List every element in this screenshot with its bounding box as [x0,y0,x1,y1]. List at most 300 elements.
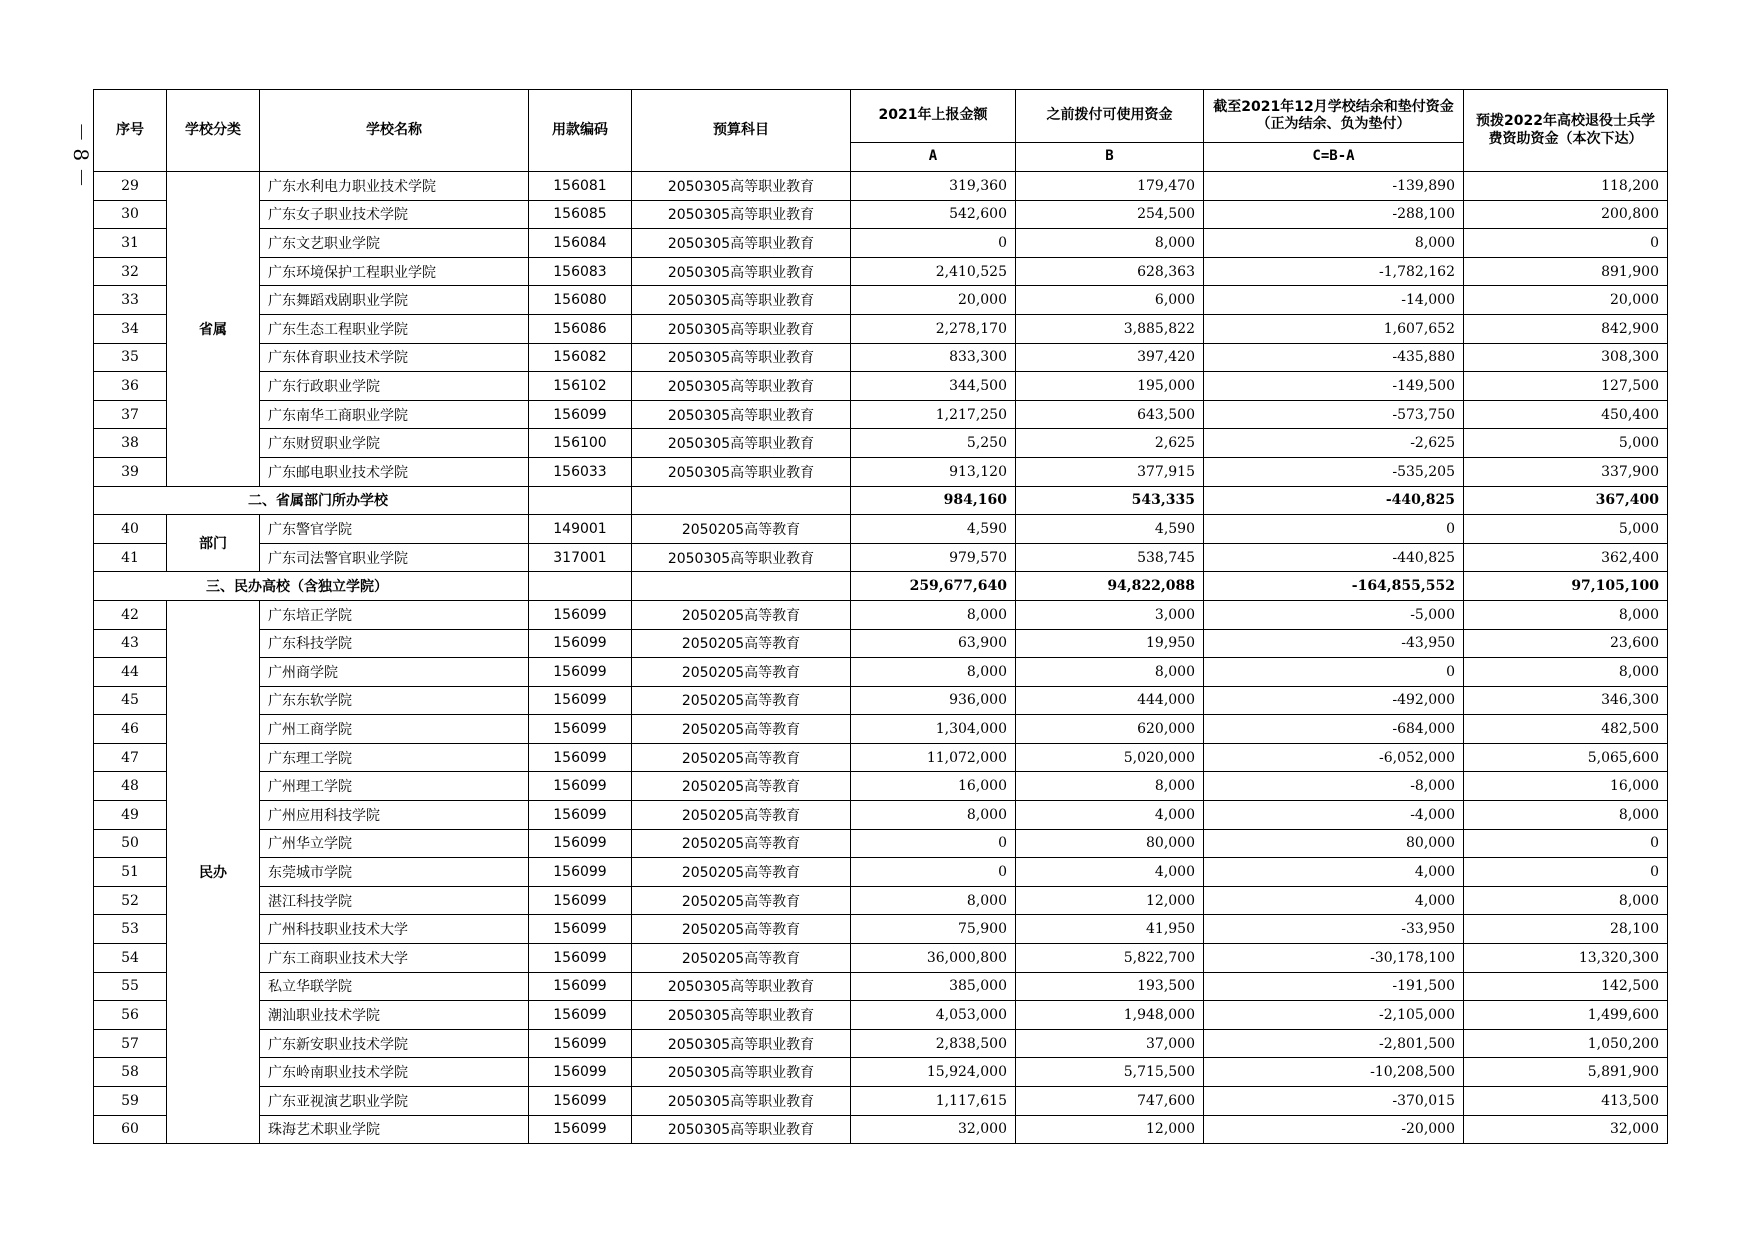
table-row [94,1001,1668,1030]
available-cell: 628,363 [1016,257,1204,286]
reported-cell: 16,000 [851,772,1016,801]
allocation-cell: 200,800 [1464,200,1668,229]
available-cell: 193,500 [1016,972,1204,1001]
table-row [94,972,1668,1001]
seq-cell: 58 [94,1058,167,1087]
balance-cell: -2,105,000 [1204,1001,1464,1030]
school-name-cell: 广东文艺职业学院 [260,229,529,258]
subtotal-available: 543,335 [1016,486,1204,515]
seq-cell: 48 [94,772,167,801]
school-name-cell: 珠海艺术职业学院 [260,1115,529,1144]
available-cell: 8,000 [1016,772,1204,801]
school-name-cell: 广东亚视演艺职业学院 [260,1087,529,1116]
available-cell: 8,000 [1016,658,1204,687]
budget-subject-cell: 2050305高等职业教育 [632,429,851,458]
seq-cell: 36 [94,372,167,401]
allocation-cell: 0 [1464,858,1668,887]
allocation-cell: 5,891,900 [1464,1058,1668,1087]
table-row [94,429,1668,458]
table-row [94,286,1668,315]
balance-cell: -30,178,100 [1204,944,1464,973]
category-cell: 省属 [167,172,260,487]
seq-cell: 37 [94,400,167,429]
school-name-cell: 广州华立学院 [260,829,529,858]
allocation-cell: 32,000 [1464,1115,1668,1144]
seq-cell: 57 [94,1029,167,1058]
available-cell: 3,885,822 [1016,314,1204,343]
seq-cell: 44 [94,658,167,687]
header-school-name: 学校名称 [260,90,529,172]
allocation-cell: 13,320,300 [1464,944,1668,973]
empty-cell [632,572,851,601]
allocation-table [93,89,1668,1144]
allocation-cell: 5,065,600 [1464,743,1668,772]
seq-cell: 40 [94,515,167,544]
header-available: 之前拨付可使用资金 [1016,90,1204,143]
reported-cell: 75,900 [851,915,1016,944]
budget-subject-cell: 2050205高等教育 [632,629,851,658]
empty-cell [529,486,632,515]
school-name-cell: 湛江科技学院 [260,886,529,915]
balance-cell: -492,000 [1204,686,1464,715]
school-name-cell: 广东南华工商职业学院 [260,400,529,429]
table-row [94,515,1668,544]
reported-cell: 5,250 [851,429,1016,458]
school-name-cell: 广州商学院 [260,658,529,687]
seq-cell: 59 [94,1087,167,1116]
header-category: 学校分类 [167,90,260,172]
reported-cell: 913,120 [851,457,1016,486]
allocation-cell: 346,300 [1464,686,1668,715]
header-allocation: 预拨2022年高校退役士兵学费资助资金（本次下达） [1464,90,1668,172]
budget-subject-cell: 2050305高等职业教育 [632,1087,851,1116]
balance-cell: -20,000 [1204,1115,1464,1144]
balance-cell: -10,208,500 [1204,1058,1464,1087]
reported-cell: 319,360 [851,172,1016,201]
allocation-cell: 0 [1464,829,1668,858]
budget-subject-cell: 2050305高等职业教育 [632,972,851,1001]
allocation-cell: 308,300 [1464,343,1668,372]
available-cell: 254,500 [1016,200,1204,229]
code-cell: 156099 [529,886,632,915]
subtotal-reported: 259,677,640 [851,572,1016,601]
allocation-cell: 5,000 [1464,429,1668,458]
available-cell: 2,625 [1016,429,1204,458]
reported-cell: 32,000 [851,1115,1016,1144]
reported-cell: 2,410,525 [851,257,1016,286]
balance-cell: -440,825 [1204,543,1464,572]
budget-subject-cell: 2050305高等职业教育 [632,372,851,401]
code-cell: 156102 [529,372,632,401]
header-available-sub: B [1016,143,1204,172]
school-name-cell: 广东舞蹈戏剧职业学院 [260,286,529,315]
empty-cell [529,572,632,601]
school-name-cell: 广东体育职业技术学院 [260,343,529,372]
balance-cell: -4,000 [1204,801,1464,830]
seq-cell: 43 [94,629,167,658]
table-row [94,1058,1668,1087]
reported-cell: 4,053,000 [851,1001,1016,1030]
school-name-cell: 广东生态工程职业学院 [260,314,529,343]
reported-cell: 344,500 [851,372,1016,401]
budget-subject-cell: 2050205高等教育 [632,858,851,887]
header-budget-subject: 预算科目 [632,90,851,172]
budget-subject-cell: 2050305高等职业教育 [632,343,851,372]
budget-subject-cell: 2050205高等教育 [632,515,851,544]
reported-cell: 15,924,000 [851,1058,1016,1087]
code-cell: 156084 [529,229,632,258]
subtotal-label: 三、民办高校（含独立学院） [94,572,529,601]
header-balance-sub: C=B-A [1204,143,1464,172]
subtotal-reported: 984,160 [851,486,1016,515]
table-row [94,772,1668,801]
school-name-cell: 广州科技职业技术大学 [260,915,529,944]
table-row [94,829,1668,858]
allocation-cell: 482,500 [1464,715,1668,744]
seq-cell: 34 [94,314,167,343]
reported-cell: 979,570 [851,543,1016,572]
subtotal-label: 二、省属部门所办学校 [94,486,529,515]
subtotal-balance: -440,825 [1204,486,1464,515]
table-row [94,200,1668,229]
school-name-cell: 广州理工学院 [260,772,529,801]
balance-cell: 0 [1204,515,1464,544]
table-row [94,229,1668,258]
code-cell: 156081 [529,172,632,201]
school-name-cell: 东莞城市学院 [260,858,529,887]
allocation-cell: 413,500 [1464,1087,1668,1116]
school-name-cell: 广东环境保护工程职业学院 [260,257,529,286]
budget-subject-cell: 2050205高等教育 [632,772,851,801]
seq-cell: 50 [94,829,167,858]
balance-cell: -14,000 [1204,286,1464,315]
reported-cell: 11,072,000 [851,743,1016,772]
seq-cell: 30 [94,200,167,229]
code-cell: 156083 [529,257,632,286]
school-name-cell: 广东培正学院 [260,600,529,629]
empty-cell [632,486,851,515]
seq-cell: 45 [94,686,167,715]
code-cell: 156033 [529,457,632,486]
available-cell: 1,948,000 [1016,1001,1204,1030]
table-row [94,658,1668,687]
available-cell: 41,950 [1016,915,1204,944]
available-cell: 6,000 [1016,286,1204,315]
code-cell: 156099 [529,658,632,687]
available-cell: 19,950 [1016,629,1204,658]
reported-cell: 2,278,170 [851,314,1016,343]
allocation-cell: 0 [1464,229,1668,258]
available-cell: 747,600 [1016,1087,1204,1116]
balance-cell: -573,750 [1204,400,1464,429]
table-row [94,715,1668,744]
balance-cell: -1,782,162 [1204,257,1464,286]
school-name-cell: 广东东软学院 [260,686,529,715]
balance-cell: 4,000 [1204,858,1464,887]
subtotal-row [94,486,1668,515]
balance-cell: -149,500 [1204,372,1464,401]
seq-cell: 55 [94,972,167,1001]
table-row [94,543,1668,572]
budget-subject-cell: 2050305高等职业教育 [632,1115,851,1144]
reported-cell: 8,000 [851,658,1016,687]
school-name-cell: 广东女子职业技术学院 [260,200,529,229]
reported-cell: 936,000 [851,686,1016,715]
budget-subject-cell: 2050205高等教育 [632,743,851,772]
header-reported-sub: A [851,143,1016,172]
available-cell: 643,500 [1016,400,1204,429]
school-name-cell: 私立华联学院 [260,972,529,1001]
reported-cell: 8,000 [851,886,1016,915]
available-cell: 195,000 [1016,372,1204,401]
table-row [94,600,1668,629]
available-cell: 444,000 [1016,686,1204,715]
code-cell: 156099 [529,772,632,801]
code-cell: 156099 [529,629,632,658]
seq-cell: 53 [94,915,167,944]
code-cell: 156099 [529,400,632,429]
code-cell: 156099 [529,1087,632,1116]
subtotal-allocation: 97,105,100 [1464,572,1668,601]
seq-cell: 29 [94,172,167,201]
code-cell: 317001 [529,543,632,572]
balance-cell: -191,500 [1204,972,1464,1001]
school-name-cell: 广州工商学院 [260,715,529,744]
budget-subject-cell: 2050305高等职业教育 [632,200,851,229]
code-cell: 156099 [529,972,632,1001]
subtotal-row [94,572,1668,601]
code-cell: 156082 [529,343,632,372]
budget-subject-cell: 2050305高等职业教育 [632,314,851,343]
budget-subject-cell: 2050305高等职业教育 [632,286,851,315]
code-cell: 156099 [529,858,632,887]
available-cell: 620,000 [1016,715,1204,744]
reported-cell: 0 [851,829,1016,858]
balance-cell: -2,625 [1204,429,1464,458]
budget-subject-cell: 2050305高等职业教育 [632,229,851,258]
code-cell: 156099 [529,801,632,830]
seq-cell: 35 [94,343,167,372]
reported-cell: 1,304,000 [851,715,1016,744]
allocation-cell: 127,500 [1464,372,1668,401]
budget-subject-cell: 2050205高等教育 [632,944,851,973]
table-row [94,686,1668,715]
allocation-cell: 842,900 [1464,314,1668,343]
code-cell: 156099 [529,1029,632,1058]
allocation-cell: 20,000 [1464,286,1668,315]
school-name-cell: 广东理工学院 [260,743,529,772]
code-cell: 156099 [529,944,632,973]
table-row [94,886,1668,915]
school-name-cell: 广东警官学院 [260,515,529,544]
reported-cell: 2,838,500 [851,1029,1016,1058]
budget-subject-cell: 2050305高等职业教育 [632,1058,851,1087]
available-cell: 37,000 [1016,1029,1204,1058]
subtotal-allocation: 367,400 [1464,486,1668,515]
balance-cell: -2,801,500 [1204,1029,1464,1058]
table-row [94,457,1668,486]
allocation-cell: 362,400 [1464,543,1668,572]
allocation-cell: 142,500 [1464,972,1668,1001]
allocation-cell: 1,050,200 [1464,1029,1668,1058]
allocation-cell: 8,000 [1464,600,1668,629]
table-row [94,629,1668,658]
available-cell: 80,000 [1016,829,1204,858]
table-row [94,1087,1668,1116]
balance-cell: -43,950 [1204,629,1464,658]
budget-subject-cell: 2050305高等职业教育 [632,1029,851,1058]
code-cell: 156099 [529,1115,632,1144]
reported-cell: 833,300 [851,343,1016,372]
school-name-cell: 广东邮电职业技术学院 [260,457,529,486]
table-row [94,1029,1668,1058]
header-reported: 2021年上报金额 [851,90,1016,143]
school-name-cell: 广东新安职业技术学院 [260,1029,529,1058]
reported-cell: 36,000,800 [851,944,1016,973]
available-cell: 8,000 [1016,229,1204,258]
balance-cell: -33,950 [1204,915,1464,944]
budget-subject-cell: 2050205高等教育 [632,715,851,744]
seq-cell: 60 [94,1115,167,1144]
balance-cell: -6,052,000 [1204,743,1464,772]
available-cell: 5,020,000 [1016,743,1204,772]
table-row [94,915,1668,944]
header-seq: 序号 [94,90,167,172]
subtotal-balance: -164,855,552 [1204,572,1464,601]
balance-cell: 80,000 [1204,829,1464,858]
available-cell: 12,000 [1016,886,1204,915]
available-cell: 377,915 [1016,457,1204,486]
balance-cell: 4,000 [1204,886,1464,915]
available-cell: 4,000 [1016,801,1204,830]
reported-cell: 20,000 [851,286,1016,315]
seq-cell: 32 [94,257,167,286]
budget-subject-cell: 2050305高等职业教育 [632,1001,851,1030]
budget-subject-cell: 2050205高等教育 [632,829,851,858]
table-row [94,400,1668,429]
available-cell: 5,822,700 [1016,944,1204,973]
code-cell: 156086 [529,314,632,343]
allocation-cell: 1,499,600 [1464,1001,1668,1030]
allocation-cell: 8,000 [1464,658,1668,687]
school-name-cell: 广东水利电力职业技术学院 [260,172,529,201]
allocation-cell: 118,200 [1464,172,1668,201]
allocation-cell: 28,100 [1464,915,1668,944]
school-name-cell: 广东岭南职业技术学院 [260,1058,529,1087]
available-cell: 3,000 [1016,600,1204,629]
code-cell: 156099 [529,1058,632,1087]
available-cell: 4,590 [1016,515,1204,544]
budget-subject-cell: 2050205高等教育 [632,886,851,915]
code-cell: 156099 [529,1001,632,1030]
code-cell: 156099 [529,743,632,772]
reported-cell: 4,590 [851,515,1016,544]
seq-cell: 51 [94,858,167,887]
header-code: 用款编码 [529,90,632,172]
code-cell: 156100 [529,429,632,458]
category-cell: 部门 [167,515,260,572]
budget-subject-cell: 2050205高等教育 [632,915,851,944]
seq-cell: 49 [94,801,167,830]
code-cell: 156099 [529,600,632,629]
seq-cell: 31 [94,229,167,258]
allocation-cell: 16,000 [1464,772,1668,801]
school-name-cell: 潮汕职业技术学院 [260,1001,529,1030]
header-balance: 截至2021年12月学校结余和垫付资金（正为结余、负为垫付） [1204,90,1464,143]
table-row [94,743,1668,772]
code-cell: 156085 [529,200,632,229]
table-row [94,257,1668,286]
budget-subject-cell: 2050305高等职业教育 [632,257,851,286]
balance-cell: 0 [1204,658,1464,687]
budget-subject-cell: 2050205高等教育 [632,600,851,629]
balance-cell: -5,000 [1204,600,1464,629]
seq-cell: 46 [94,715,167,744]
table-body [94,172,1668,1144]
code-cell: 149001 [529,515,632,544]
seq-cell: 41 [94,543,167,572]
code-cell: 156099 [529,829,632,858]
budget-subject-cell: 2050305高等职业教育 [632,172,851,201]
allocation-cell: 23,600 [1464,629,1668,658]
balance-cell: -435,880 [1204,343,1464,372]
allocation-cell: 8,000 [1464,801,1668,830]
school-name-cell: 广东财贸职业学院 [260,429,529,458]
table-row [94,1115,1668,1144]
reported-cell: 385,000 [851,972,1016,1001]
seq-cell: 39 [94,457,167,486]
budget-subject-cell: 2050205高等教育 [632,658,851,687]
school-name-cell: 广东行政职业学院 [260,372,529,401]
balance-cell: -370,015 [1204,1087,1464,1116]
school-name-cell: 广州应用科技学院 [260,801,529,830]
table-row [94,801,1668,830]
reported-cell: 8,000 [851,801,1016,830]
available-cell: 179,470 [1016,172,1204,201]
allocation-cell: 337,900 [1464,457,1668,486]
budget-subject-cell: 2050305高等职业教育 [632,543,851,572]
reported-cell: 1,217,250 [851,400,1016,429]
table-row [94,858,1668,887]
balance-cell: 1,607,652 [1204,314,1464,343]
table-row [94,172,1668,201]
table-row [94,944,1668,973]
seq-cell: 47 [94,743,167,772]
school-name-cell: 广东工商职业技术大学 [260,944,529,973]
code-cell: 156099 [529,915,632,944]
seq-cell: 52 [94,886,167,915]
allocation-cell: 891,900 [1464,257,1668,286]
available-cell: 397,420 [1016,343,1204,372]
code-cell: 156099 [529,686,632,715]
category-cell: 民办 [167,600,260,1143]
reported-cell: 0 [851,858,1016,887]
reported-cell: 63,900 [851,629,1016,658]
school-name-cell: 广东司法警官职业学院 [260,543,529,572]
balance-cell: -288,100 [1204,200,1464,229]
reported-cell: 8,000 [851,600,1016,629]
budget-subject-cell: 2050305高等职业教育 [632,400,851,429]
balance-cell: -8,000 [1204,772,1464,801]
allocation-cell: 450,400 [1464,400,1668,429]
available-cell: 12,000 [1016,1115,1204,1144]
table-row [94,372,1668,401]
budget-subject-cell: 2050205高等教育 [632,686,851,715]
reported-cell: 542,600 [851,200,1016,229]
available-cell: 5,715,500 [1016,1058,1204,1087]
seq-cell: 54 [94,944,167,973]
balance-cell: -535,205 [1204,457,1464,486]
